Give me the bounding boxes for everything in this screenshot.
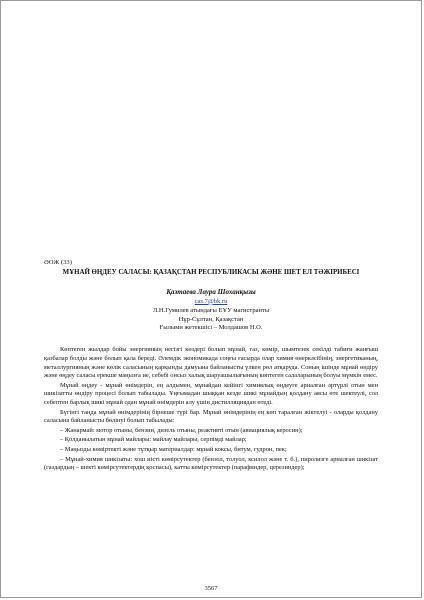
- paragraph-3: Бүгінгі таңда мұнай өнімдерінің бірнеше түрі бар. Мұнай өнімдерінің ең көп таралған жіктелуі - оларды қолдану саласына байланысты бөлінуі болып табылады:: [44, 408, 378, 425]
- paragraph-1: Көптеген жылдар бойы энергияның негізгі көздері болып мұнай, газ, көмір, шымтезек секілді табиғи жанғыш қазбалар болды және болып қала береді. Әлемдік экономикада соңғы ғасырда олар химия өнеркәсібінің, энергетиканың, металлургияның және көлік саласының қарқынды дамуына байланысты үлкен рөл атқаруда. Соның ішінде мұнай өндіру және өңдеу саласы ерекше маңызға ие, себебі онсыз халық шаруашылығының көптеген салаларының болуы мүмкін емес.: [44, 346, 378, 380]
- article-body: [44, 259, 378, 474]
- list-item-fuel: – Жанармай: мотор отыны, бензин, дизель отыны, реактивті отын (авиациялық керосин);: [60, 426, 303, 434]
- author-email-link[interactable]: cas.7@bk.ru: [194, 297, 228, 305]
- list-item-carbon-materials: – Маңызды көміртекті және тұтқыр материалдар: мұнай коксы, битум, гудрон, пек;: [60, 445, 287, 453]
- author-supervisor: Ғылыми жетекшісі – Молдашов Н.О.: [159, 324, 263, 331]
- paragraph-2: Мұнай өңдеу - мұнай өнімдерін, ең алдымен, мұнайдан кейінгі химиялық өңдеуге арналған әртүрлі отын мен шикізатты өндіру процесі болып табылады. Ұңғымадан шыққан кезде шикі мұнайдың қолдану аясы өте шектеулі, сол себептен барлық шикі мұнай одан мұнай өнімдерін алу үшін дистилляциядан өтеді.: [44, 381, 378, 406]
- udc-code: ӘОЖ (33): [44, 259, 72, 266]
- article-title: МҰНАЙ ӨҢДЕУ САЛАСЫ: ҚАЗАҚСТАН РЕСПУБЛИКАСЫ ЖӘНЕ ШЕТ ЕЛ ТӘЖІРИБЕСІ: [62, 268, 360, 276]
- list-item-petrochemical: – Мұнай-химия шикізаты: хош иісті көмірсутектер (бензол, толуол, ксилол және т. б.), пиролизге арналған шикізат (газдардың – шекті көмірсутектердің қоспасы), катты көмірсутектер (парафиндер, церезиндер);: [44, 455, 378, 472]
- author-name: Қазтаева Лаура Шоханқызы: [166, 288, 256, 296]
- author-city: Нұр-Сұлтан, Қазақстан: [178, 315, 244, 323]
- list-item-oils: – Қолданылатын мұнай майлары: майлау майлары, серпімді майлар;: [60, 436, 247, 444]
- page-number: 3567: [204, 585, 218, 592]
- author-position: Л.Н.Гумилев атындағы ЕҰУ магистранты: [152, 307, 270, 315]
